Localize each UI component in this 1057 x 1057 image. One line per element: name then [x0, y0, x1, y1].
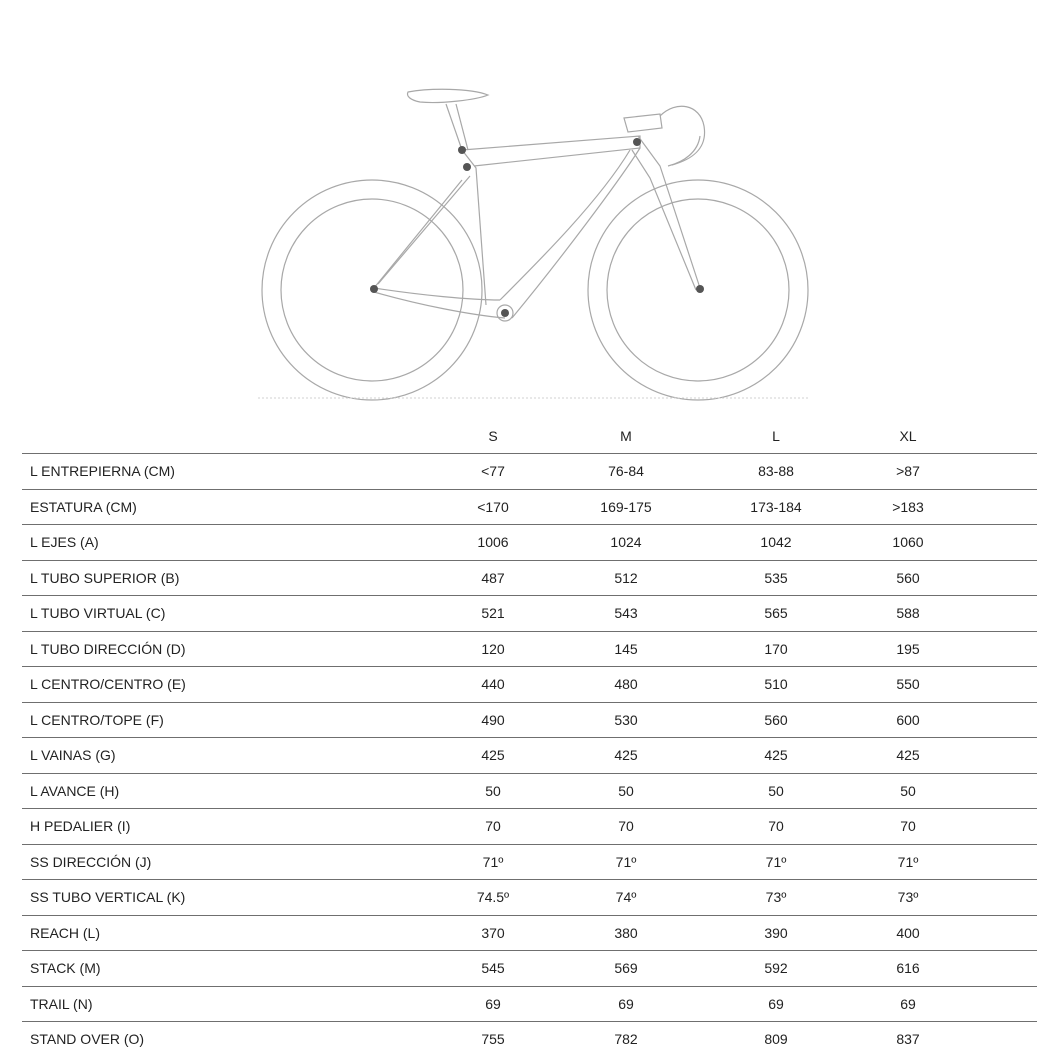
row-label: SS TUBO VERTICAL (K) [30, 889, 186, 905]
table-row [22, 1021, 1037, 1057]
cell-l: 170 [764, 641, 788, 657]
cell-s: 74.5º [476, 889, 510, 905]
cell-l: 1042 [760, 534, 792, 550]
size-header-m: M [620, 428, 632, 444]
cell-s: <77 [481, 463, 505, 479]
size-header-l: L [772, 428, 780, 444]
cell-xl: 588 [896, 605, 920, 621]
cell-l: 390 [764, 925, 788, 941]
row-label: REACH (L) [30, 925, 101, 941]
table-row [22, 631, 1037, 667]
cell-xl: 550 [896, 676, 920, 692]
cell-xl: 73º [897, 889, 919, 905]
cell-m: 512 [614, 570, 638, 586]
row-label: L AVANCE (H) [30, 783, 120, 799]
cell-l: 592 [764, 960, 788, 976]
cell-m: 74º [615, 889, 637, 905]
cell-l: 560 [764, 712, 788, 728]
cell-s: <170 [477, 499, 509, 515]
cell-xl: >87 [896, 463, 920, 479]
cell-xl: 560 [896, 570, 920, 586]
row-label: H PEDALIER (I) [30, 818, 131, 834]
row-label: ESTATURA (CM) [30, 499, 137, 515]
cell-m: 69 [618, 996, 634, 1012]
cell-s: 120 [481, 641, 505, 657]
row-label: L TUBO SUPERIOR (B) [30, 570, 180, 586]
cell-m: 71º [615, 854, 637, 870]
cell-xl: 195 [896, 641, 920, 657]
cell-l: 425 [764, 747, 788, 763]
cell-xl: 69 [900, 996, 916, 1012]
cell-l: 69 [768, 996, 784, 1012]
size-header-xl: XL [899, 428, 917, 444]
cell-l: 565 [764, 605, 788, 621]
row-label: STAND OVER (O) [30, 1031, 145, 1047]
cell-l: 173-184 [750, 499, 802, 515]
cell-xl: 400 [896, 925, 920, 941]
cell-s: 70 [485, 818, 501, 834]
table-row [22, 915, 1037, 951]
cell-m: 782 [614, 1031, 638, 1047]
table-row [22, 808, 1037, 844]
row-label: L ENTREPIERNA (CM) [30, 463, 175, 479]
cell-xl: 425 [896, 747, 920, 763]
cell-s: 71º [482, 854, 504, 870]
table-row [22, 453, 1037, 489]
table-row [22, 666, 1037, 702]
cell-xl: 616 [896, 960, 920, 976]
table-row [22, 986, 1037, 1022]
cell-l: 73º [765, 889, 787, 905]
cell-l: 71º [765, 854, 787, 870]
cell-xl: 837 [896, 1031, 920, 1047]
table-row [22, 489, 1037, 525]
row-label: TRAIL (N) [30, 996, 93, 1012]
cell-m: 169-175 [600, 499, 652, 515]
table-row [22, 560, 1037, 596]
cell-l: 83-88 [758, 463, 794, 479]
row-label: STACK (M) [30, 960, 101, 976]
cell-m: 480 [614, 676, 638, 692]
table-row [22, 950, 1037, 986]
cell-xl: 70 [900, 818, 916, 834]
cell-s: 50 [485, 783, 501, 799]
cell-m: 1024 [610, 534, 642, 550]
table-row [22, 879, 1037, 915]
table-row [22, 595, 1037, 631]
cell-xl: 71º [897, 854, 919, 870]
row-label: L VAINAS (G) [30, 747, 116, 763]
cell-m: 530 [614, 712, 638, 728]
row-label: L EJES (A) [30, 534, 99, 550]
cell-s: 545 [481, 960, 505, 976]
cell-m: 50 [618, 783, 634, 799]
cell-m: 425 [614, 747, 638, 763]
cell-m: 569 [614, 960, 638, 976]
cell-l: 535 [764, 570, 788, 586]
table-row [22, 737, 1037, 773]
cell-s: 425 [481, 747, 505, 763]
row-label: L CENTRO/TOPE (F) [30, 712, 164, 728]
size-header-s: S [488, 428, 498, 444]
cell-xl: >183 [892, 499, 924, 515]
cell-xl: 50 [900, 783, 916, 799]
cell-s: 755 [481, 1031, 505, 1047]
cell-l: 50 [768, 783, 784, 799]
cell-s: 490 [481, 712, 505, 728]
row-label: SS DIRECCIÓN (J) [30, 854, 152, 870]
cell-s: 1006 [477, 534, 509, 550]
table-row [22, 773, 1037, 809]
cell-xl: 600 [896, 712, 920, 728]
cell-l: 510 [764, 676, 788, 692]
cell-s: 521 [481, 605, 505, 621]
table-row [22, 524, 1037, 560]
cell-m: 70 [618, 818, 634, 834]
cell-m: 543 [614, 605, 638, 621]
table-row [22, 844, 1037, 880]
cell-m: 76-84 [608, 463, 644, 479]
cell-xl: 1060 [892, 534, 924, 550]
cell-s: 69 [485, 996, 501, 1012]
cell-s: 440 [481, 676, 505, 692]
cell-l: 809 [764, 1031, 788, 1047]
row-label: L CENTRO/CENTRO (E) [30, 676, 186, 692]
cell-m: 145 [614, 641, 638, 657]
cell-s: 370 [481, 925, 505, 941]
table-row [22, 702, 1037, 738]
cell-m: 380 [614, 925, 638, 941]
cell-s: 487 [481, 570, 505, 586]
row-label: L TUBO DIRECCIÓN (D) [30, 641, 186, 657]
row-label: L TUBO VIRTUAL (C) [30, 605, 166, 621]
cell-l: 70 [768, 818, 784, 834]
